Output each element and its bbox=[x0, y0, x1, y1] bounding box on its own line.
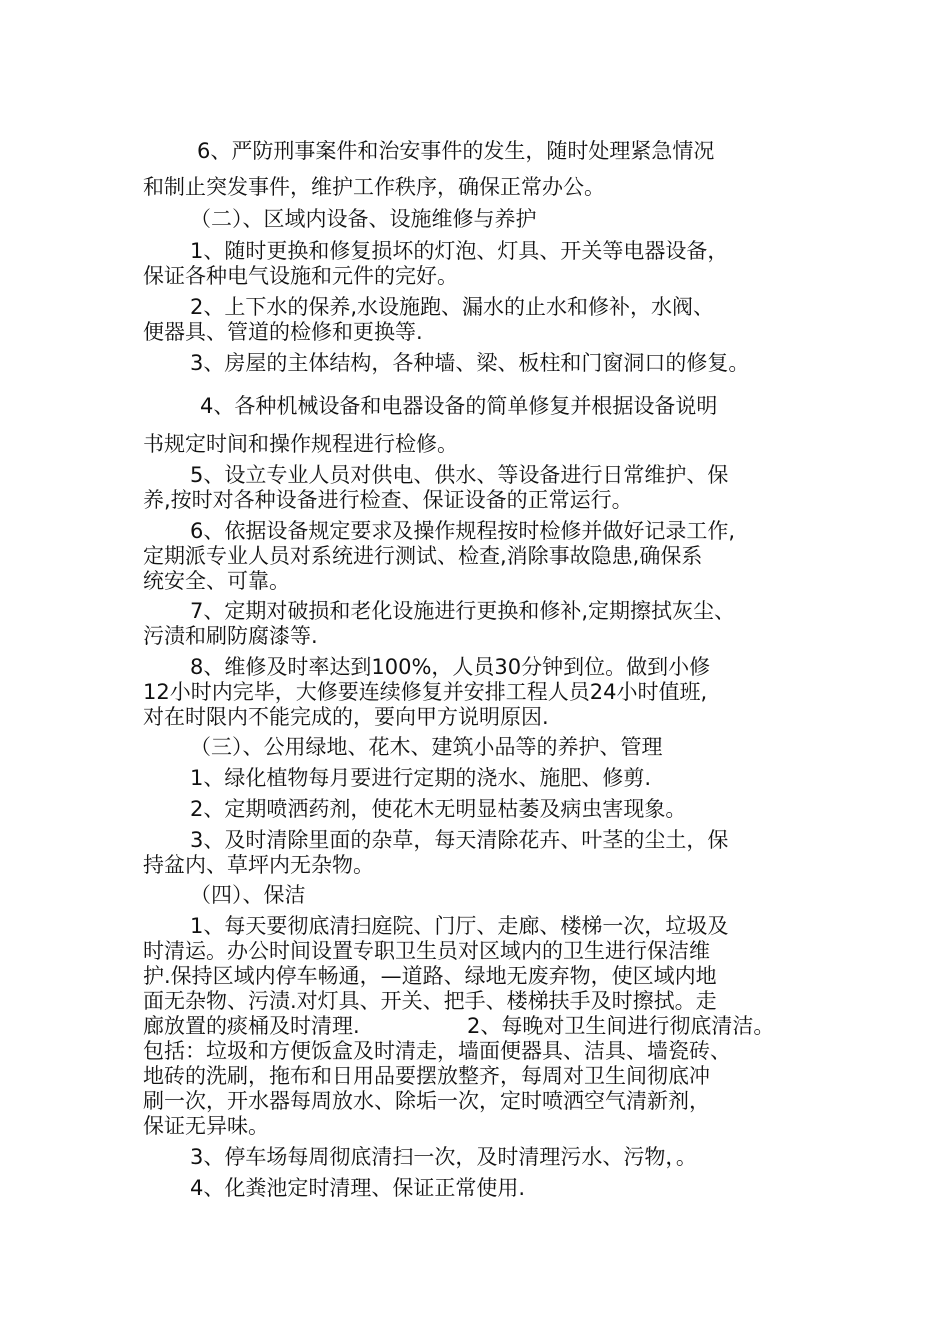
text-line: 7、定期对破损和老化设施进行更换和修补,定期擦拭灰尘、 bbox=[190, 599, 736, 623]
text-line: 3、停车场每周彻底清扫一次，及时清理污水、污物，。 bbox=[190, 1145, 697, 1169]
text-line: 面无杂物、污渍.对灯具、开关、把手、楼梯扶手及时擦拭。走 bbox=[143, 989, 717, 1013]
text-line: 便器具、管道的检修和更换等. bbox=[143, 320, 423, 344]
text-line: 地砖的洗刷，拖布和日用品要摆放整齐，每周对卫生间彻底冲 bbox=[143, 1064, 710, 1088]
text-line: 包括：垃圾和方便饭盒及时清走，墙面便器具、洁具、墙瓷砖、 bbox=[143, 1039, 731, 1063]
text-line: 对在时限内不能完成的，要向甲方说明原因. bbox=[143, 705, 549, 729]
text-line: 4、化粪池定时清理、保证正常使用. bbox=[190, 1176, 526, 1200]
section-heading: （二）、区域内设备、设施维修与养护 bbox=[190, 207, 537, 231]
text-line: 定期派专业人员对系统进行测试、检查,消除事故隐患,确保系 bbox=[143, 544, 703, 568]
text-line: 2、上下水的保养,水设施跑、漏水的止水和修补，水阀、 bbox=[190, 295, 715, 319]
text-line: 1、绿化植物每月要进行定期的浇水、施肥、修剪. bbox=[190, 766, 652, 790]
text-line: 和制止突发事件，维护工作秩序，确保正常办公。 bbox=[143, 175, 605, 199]
text-line: 保证无异味。 bbox=[143, 1114, 269, 1138]
text-line: 书规定时间和操作规程进行检修。 bbox=[143, 432, 458, 456]
text-line: 3、及时清除里面的杂草，每天清除花卉、叶茎的尘土，保 bbox=[190, 828, 729, 852]
text-line: 5、设立专业人员对供电、供水、等设备进行日常维护、保 bbox=[190, 463, 729, 487]
text-line: 时清运。办公时间设置专职卫生员对区域内的卫生进行保洁维 bbox=[143, 939, 710, 963]
section-heading: （四）、保洁 bbox=[190, 883, 306, 907]
text-line: 统安全、可靠。 bbox=[143, 569, 290, 593]
text-line: 护.保持区域内停车畅通，—道路、绿地无废弃物，使区域内地 bbox=[143, 964, 717, 988]
text-line: 养,按时对各种设备进行检查、保证设备的正常运行。 bbox=[143, 488, 633, 512]
text-line: 3、房屋的主体结构，各种墙、梁、板柱和门窗洞口的修复。 bbox=[190, 351, 750, 375]
text-line: 廊放置的痰桶及时清理. bbox=[143, 1014, 360, 1038]
text-line: 2、定期喷洒药剂，使花木无明显枯萎及病虫害现象。 bbox=[190, 797, 687, 821]
text-line: 8、维修及时率达到100%，人员30分钟到位。做到小修 bbox=[190, 655, 711, 679]
text-line: 4、各种机械设备和电器设备的简单修复并根据设备说明 bbox=[200, 394, 718, 418]
text-line: 1、随时更换和修复损坏的灯泡、灯具、开关等电器设备， bbox=[190, 239, 729, 263]
text-line: 2、每晚对卫生间进行彻底清洁。 bbox=[467, 1014, 775, 1038]
text-line: 持盆内、草坪内无杂物。 bbox=[143, 853, 374, 877]
text-line: 6、依据设备规定要求及操作规程按时检修并做好记录工作, bbox=[190, 519, 736, 543]
section-heading: （三）、公用绿地、花木、建筑小品等的养护、管理 bbox=[190, 735, 663, 759]
text-line: 刷一次，开水器每周放水、除垢一次，定时喷洒空气清新剂， bbox=[143, 1089, 710, 1113]
text-line: 6、严防刑事案件和治安事件的发生，随时处理紧急情况 bbox=[197, 139, 715, 163]
text-line: 保证各种电气设施和元件的完好。 bbox=[143, 264, 458, 288]
text-line: 1、每天要彻底清扫庭院、门厅、走廊、楼梯一次，垃圾及 bbox=[190, 914, 729, 938]
text-line: 污渍和刷防腐漆等. bbox=[143, 624, 318, 648]
text-line: 12小时内完毕，大修要连续修复并安排工程人员24小时值班, bbox=[143, 680, 708, 704]
